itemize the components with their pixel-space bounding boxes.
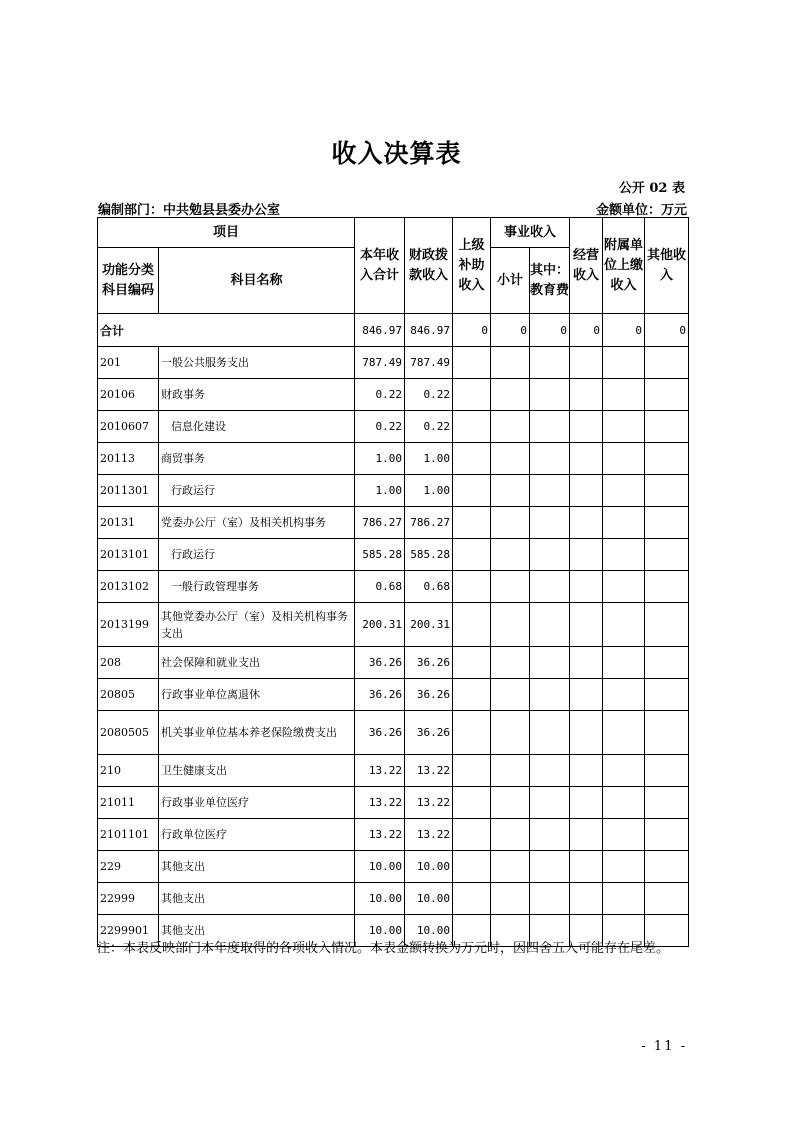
table-row — [98, 819, 689, 851]
row-operating — [570, 603, 603, 647]
row-code: 2013199 — [98, 603, 159, 647]
total-subtotal-cell: 0 — [491, 314, 530, 347]
row-fiscal: 786.27 — [405, 507, 453, 539]
amount-unit-label: 金额单位：万元 — [595, 203, 687, 218]
row-subtotal — [491, 347, 530, 379]
row-subtotal — [491, 851, 530, 883]
row-superior — [453, 411, 491, 443]
table-row — [98, 571, 689, 603]
row-subject-name: 其他支出 — [159, 915, 355, 947]
row-education — [530, 411, 570, 443]
row-total-income: 786.27 — [355, 507, 405, 539]
row-code: 210 — [98, 755, 159, 787]
row-education — [530, 883, 570, 915]
row-other — [645, 647, 689, 679]
row-affiliated — [603, 475, 645, 507]
header-superior: 上级补助收入 — [453, 218, 491, 314]
department-label: 编制部门：中共勉县县委办公室 — [98, 203, 281, 218]
row-affiliated — [603, 379, 645, 411]
row-code: 208 — [98, 647, 159, 679]
row-subject-name: 其他党委办公厅（室）及相关机构事务支出 — [159, 603, 355, 647]
row-code: 22999 — [98, 883, 159, 915]
row-superior — [453, 539, 491, 571]
row-other — [645, 755, 689, 787]
row-fiscal: 0.22 — [405, 411, 453, 443]
table-row — [98, 539, 689, 571]
row-subject-name: 一般行政管理事务 — [159, 571, 355, 603]
row-fiscal: 585.28 — [405, 539, 453, 571]
row-fiscal: 36.26 — [405, 711, 453, 755]
total-affiliated-cell: 0 — [603, 314, 645, 347]
row-operating — [570, 507, 603, 539]
table-row — [98, 507, 689, 539]
total-fiscal-cell: 846.97 — [405, 314, 453, 347]
row-affiliated — [603, 507, 645, 539]
row-total-income: 787.49 — [355, 347, 405, 379]
row-education — [530, 443, 570, 475]
row-operating — [570, 347, 603, 379]
row-other — [645, 539, 689, 571]
row-code: 20106 — [98, 379, 159, 411]
row-affiliated — [603, 851, 645, 883]
row-superior — [453, 647, 491, 679]
row-code: 2299901 — [98, 915, 159, 947]
row-other — [645, 411, 689, 443]
row-fiscal: 1.00 — [405, 443, 453, 475]
row-total-income: 1.00 — [355, 443, 405, 475]
row-superior — [453, 443, 491, 475]
row-operating — [570, 819, 603, 851]
row-superior — [453, 603, 491, 647]
header-other: 其他收入 — [645, 218, 689, 314]
row-affiliated — [603, 647, 645, 679]
row-subject-name: 其他支出 — [159, 851, 355, 883]
row-code: 2101101 — [98, 819, 159, 851]
row-operating — [570, 851, 603, 883]
row-education — [530, 571, 570, 603]
row-subject-name: 一般公共服务支出 — [159, 347, 355, 379]
row-fiscal: 0.22 — [405, 379, 453, 411]
row-total-income: 0.68 — [355, 571, 405, 603]
row-affiliated — [603, 411, 645, 443]
header-func-code: 功能分类科目编码 — [98, 248, 159, 314]
row-affiliated — [603, 787, 645, 819]
row-superior — [453, 679, 491, 711]
table-row — [98, 475, 689, 507]
row-affiliated — [603, 883, 645, 915]
row-superior — [453, 711, 491, 755]
row-subtotal — [491, 571, 530, 603]
row-subtotal — [491, 647, 530, 679]
header-subject-name: 科目名称 — [159, 248, 355, 314]
row-code: 2011301 — [98, 475, 159, 507]
header-affiliated: 附属单位上缴收入 — [603, 218, 645, 314]
row-superior — [453, 507, 491, 539]
footnote: 注：本表反映部门本年度取得的各项收入情况。本表金额转换为万元时，因四舍五入可能存在尾差。 — [97, 941, 670, 956]
row-total-income: 13.22 — [355, 755, 405, 787]
row-education — [530, 475, 570, 507]
row-superior — [453, 851, 491, 883]
table-row — [98, 679, 689, 711]
row-education — [530, 539, 570, 571]
income-table — [97, 217, 689, 947]
row-subject-name: 行政事业单位离退休 — [159, 679, 355, 711]
row-other — [645, 711, 689, 755]
header-total-income: 本年收入合计 — [355, 218, 405, 314]
row-other — [645, 571, 689, 603]
row-operating — [570, 711, 603, 755]
row-education — [530, 711, 570, 755]
row-education — [530, 819, 570, 851]
row-other — [645, 787, 689, 819]
row-code: 20131 — [98, 507, 159, 539]
total-education-cell: 0 — [530, 314, 570, 347]
row-subject-name: 行政运行 — [159, 475, 355, 507]
row-education — [530, 647, 570, 679]
row-other — [645, 347, 689, 379]
row-subject-name: 其他支出 — [159, 883, 355, 915]
page-number: - 11 - — [641, 1039, 687, 1054]
row-operating — [570, 787, 603, 819]
row-superior — [453, 755, 491, 787]
row-education — [530, 851, 570, 883]
row-education — [530, 679, 570, 711]
row-superior — [453, 347, 491, 379]
row-operating — [570, 443, 603, 475]
row-other — [645, 603, 689, 647]
row-subtotal — [491, 679, 530, 711]
table-row — [98, 711, 689, 755]
row-other — [645, 819, 689, 851]
row-education — [530, 507, 570, 539]
row-subtotal — [491, 711, 530, 755]
page-title: 收入决算表 — [331, 139, 462, 168]
header-education: 其中：教育费 — [530, 248, 570, 314]
row-fiscal: 1.00 — [405, 475, 453, 507]
header-business: 事业收入 — [491, 218, 570, 248]
header-operating: 经营收入 — [570, 218, 603, 314]
table-row — [98, 851, 689, 883]
row-other — [645, 883, 689, 915]
total-label: 合计 — [98, 314, 355, 347]
table-row — [98, 443, 689, 475]
row-fiscal: 200.31 — [405, 603, 453, 647]
header-subtotal: 小计 — [491, 248, 530, 314]
row-operating — [570, 679, 603, 711]
row-operating — [570, 571, 603, 603]
row-education — [530, 755, 570, 787]
row-code: 2013101 — [98, 539, 159, 571]
row-affiliated — [603, 819, 645, 851]
row-subject-name: 行政单位医疗 — [159, 819, 355, 851]
row-affiliated — [603, 755, 645, 787]
row-affiliated — [603, 711, 645, 755]
row-subtotal — [491, 443, 530, 475]
row-other — [645, 851, 689, 883]
row-total-income: 36.26 — [355, 711, 405, 755]
row-operating — [570, 379, 603, 411]
row-fiscal: 13.22 — [405, 787, 453, 819]
row-subtotal — [491, 819, 530, 851]
table-row — [98, 883, 689, 915]
row-operating — [570, 475, 603, 507]
row-subject-name: 商贸事务 — [159, 443, 355, 475]
total-operating-cell: 0 — [570, 314, 603, 347]
total-superior-cell: 0 — [453, 314, 491, 347]
row-code: 201 — [98, 347, 159, 379]
row-superior — [453, 571, 491, 603]
total-row — [98, 314, 689, 347]
row-total-income: 10.00 — [355, 851, 405, 883]
row-total-income: 13.22 — [355, 787, 405, 819]
row-affiliated — [603, 679, 645, 711]
row-other — [645, 443, 689, 475]
row-operating — [570, 411, 603, 443]
row-fiscal: 10.00 — [405, 851, 453, 883]
row-code: 2080505 — [98, 711, 159, 755]
row-affiliated — [603, 571, 645, 603]
row-total-income: 0.22 — [355, 379, 405, 411]
row-fiscal: 36.26 — [405, 679, 453, 711]
row-code: 20805 — [98, 679, 159, 711]
row-operating — [570, 647, 603, 679]
row-operating — [570, 755, 603, 787]
row-other — [645, 507, 689, 539]
table-row — [98, 603, 689, 647]
row-other — [645, 679, 689, 711]
row-total-income: 36.26 — [355, 679, 405, 711]
row-total-income: 36.26 — [355, 647, 405, 679]
total-other-cell: 0 — [645, 314, 689, 347]
row-education — [530, 347, 570, 379]
row-fiscal: 10.00 — [405, 883, 453, 915]
row-subject-name: 卫生健康支出 — [159, 755, 355, 787]
row-superior — [453, 787, 491, 819]
row-subtotal — [491, 539, 530, 571]
row-affiliated — [603, 539, 645, 571]
row-subtotal — [491, 475, 530, 507]
row-total-income: 1.00 — [355, 475, 405, 507]
form-number: 公开 02 表 — [618, 181, 685, 196]
row-subtotal — [491, 787, 530, 819]
table-row — [98, 647, 689, 679]
row-operating — [570, 883, 603, 915]
row-other — [645, 379, 689, 411]
row-subject-name: 行政事业单位医疗 — [159, 787, 355, 819]
row-fiscal: 13.22 — [405, 819, 453, 851]
row-subtotal — [491, 411, 530, 443]
row-other — [645, 475, 689, 507]
row-superior — [453, 475, 491, 507]
total-income-cell: 846.97 — [355, 314, 405, 347]
row-code: 2013102 — [98, 571, 159, 603]
row-subtotal — [491, 379, 530, 411]
row-fiscal: 13.22 — [405, 755, 453, 787]
row-subtotal — [491, 507, 530, 539]
table-row — [98, 379, 689, 411]
row-total-income: 0.22 — [355, 411, 405, 443]
row-subject-name: 社会保障和就业支出 — [159, 647, 355, 679]
row-code: 20113 — [98, 443, 159, 475]
table-row — [98, 787, 689, 819]
row-superior — [453, 379, 491, 411]
row-total-income: 10.00 — [355, 883, 405, 915]
table-row — [98, 347, 689, 379]
row-subject-name: 行政运行 — [159, 539, 355, 571]
row-education — [530, 787, 570, 819]
table-row — [98, 755, 689, 787]
row-affiliated — [603, 347, 645, 379]
row-fiscal: 0.68 — [405, 571, 453, 603]
row-superior — [453, 819, 491, 851]
header-project: 项目 — [98, 218, 355, 248]
row-subject-name: 党委办公厅（室）及相关机构事务 — [159, 507, 355, 539]
row-fiscal: 787.49 — [405, 347, 453, 379]
row-total-income: 13.22 — [355, 819, 405, 851]
row-subtotal — [491, 603, 530, 647]
row-subject-name: 机关事业单位基本养老保险缴费支出 — [159, 711, 355, 755]
row-education — [530, 603, 570, 647]
row-education — [530, 379, 570, 411]
row-affiliated — [603, 443, 645, 475]
row-subject-name: 信息化建设 — [159, 411, 355, 443]
row-code: 229 — [98, 851, 159, 883]
row-subtotal — [491, 883, 530, 915]
row-code: 2010607 — [98, 411, 159, 443]
row-subject-name: 财政事务 — [159, 379, 355, 411]
row-subtotal — [491, 755, 530, 787]
row-operating — [570, 539, 603, 571]
header-fiscal: 财政拨款收入 — [405, 218, 453, 314]
row-fiscal: 36.26 — [405, 647, 453, 679]
row-fiscal: 10.00 — [405, 915, 453, 947]
row-total-income: 10.00 — [355, 915, 405, 947]
row-superior — [453, 883, 491, 915]
row-total-income: 200.31 — [355, 603, 405, 647]
table-row — [98, 411, 689, 443]
row-affiliated — [603, 603, 645, 647]
row-total-income: 585.28 — [355, 539, 405, 571]
row-code: 21011 — [98, 787, 159, 819]
